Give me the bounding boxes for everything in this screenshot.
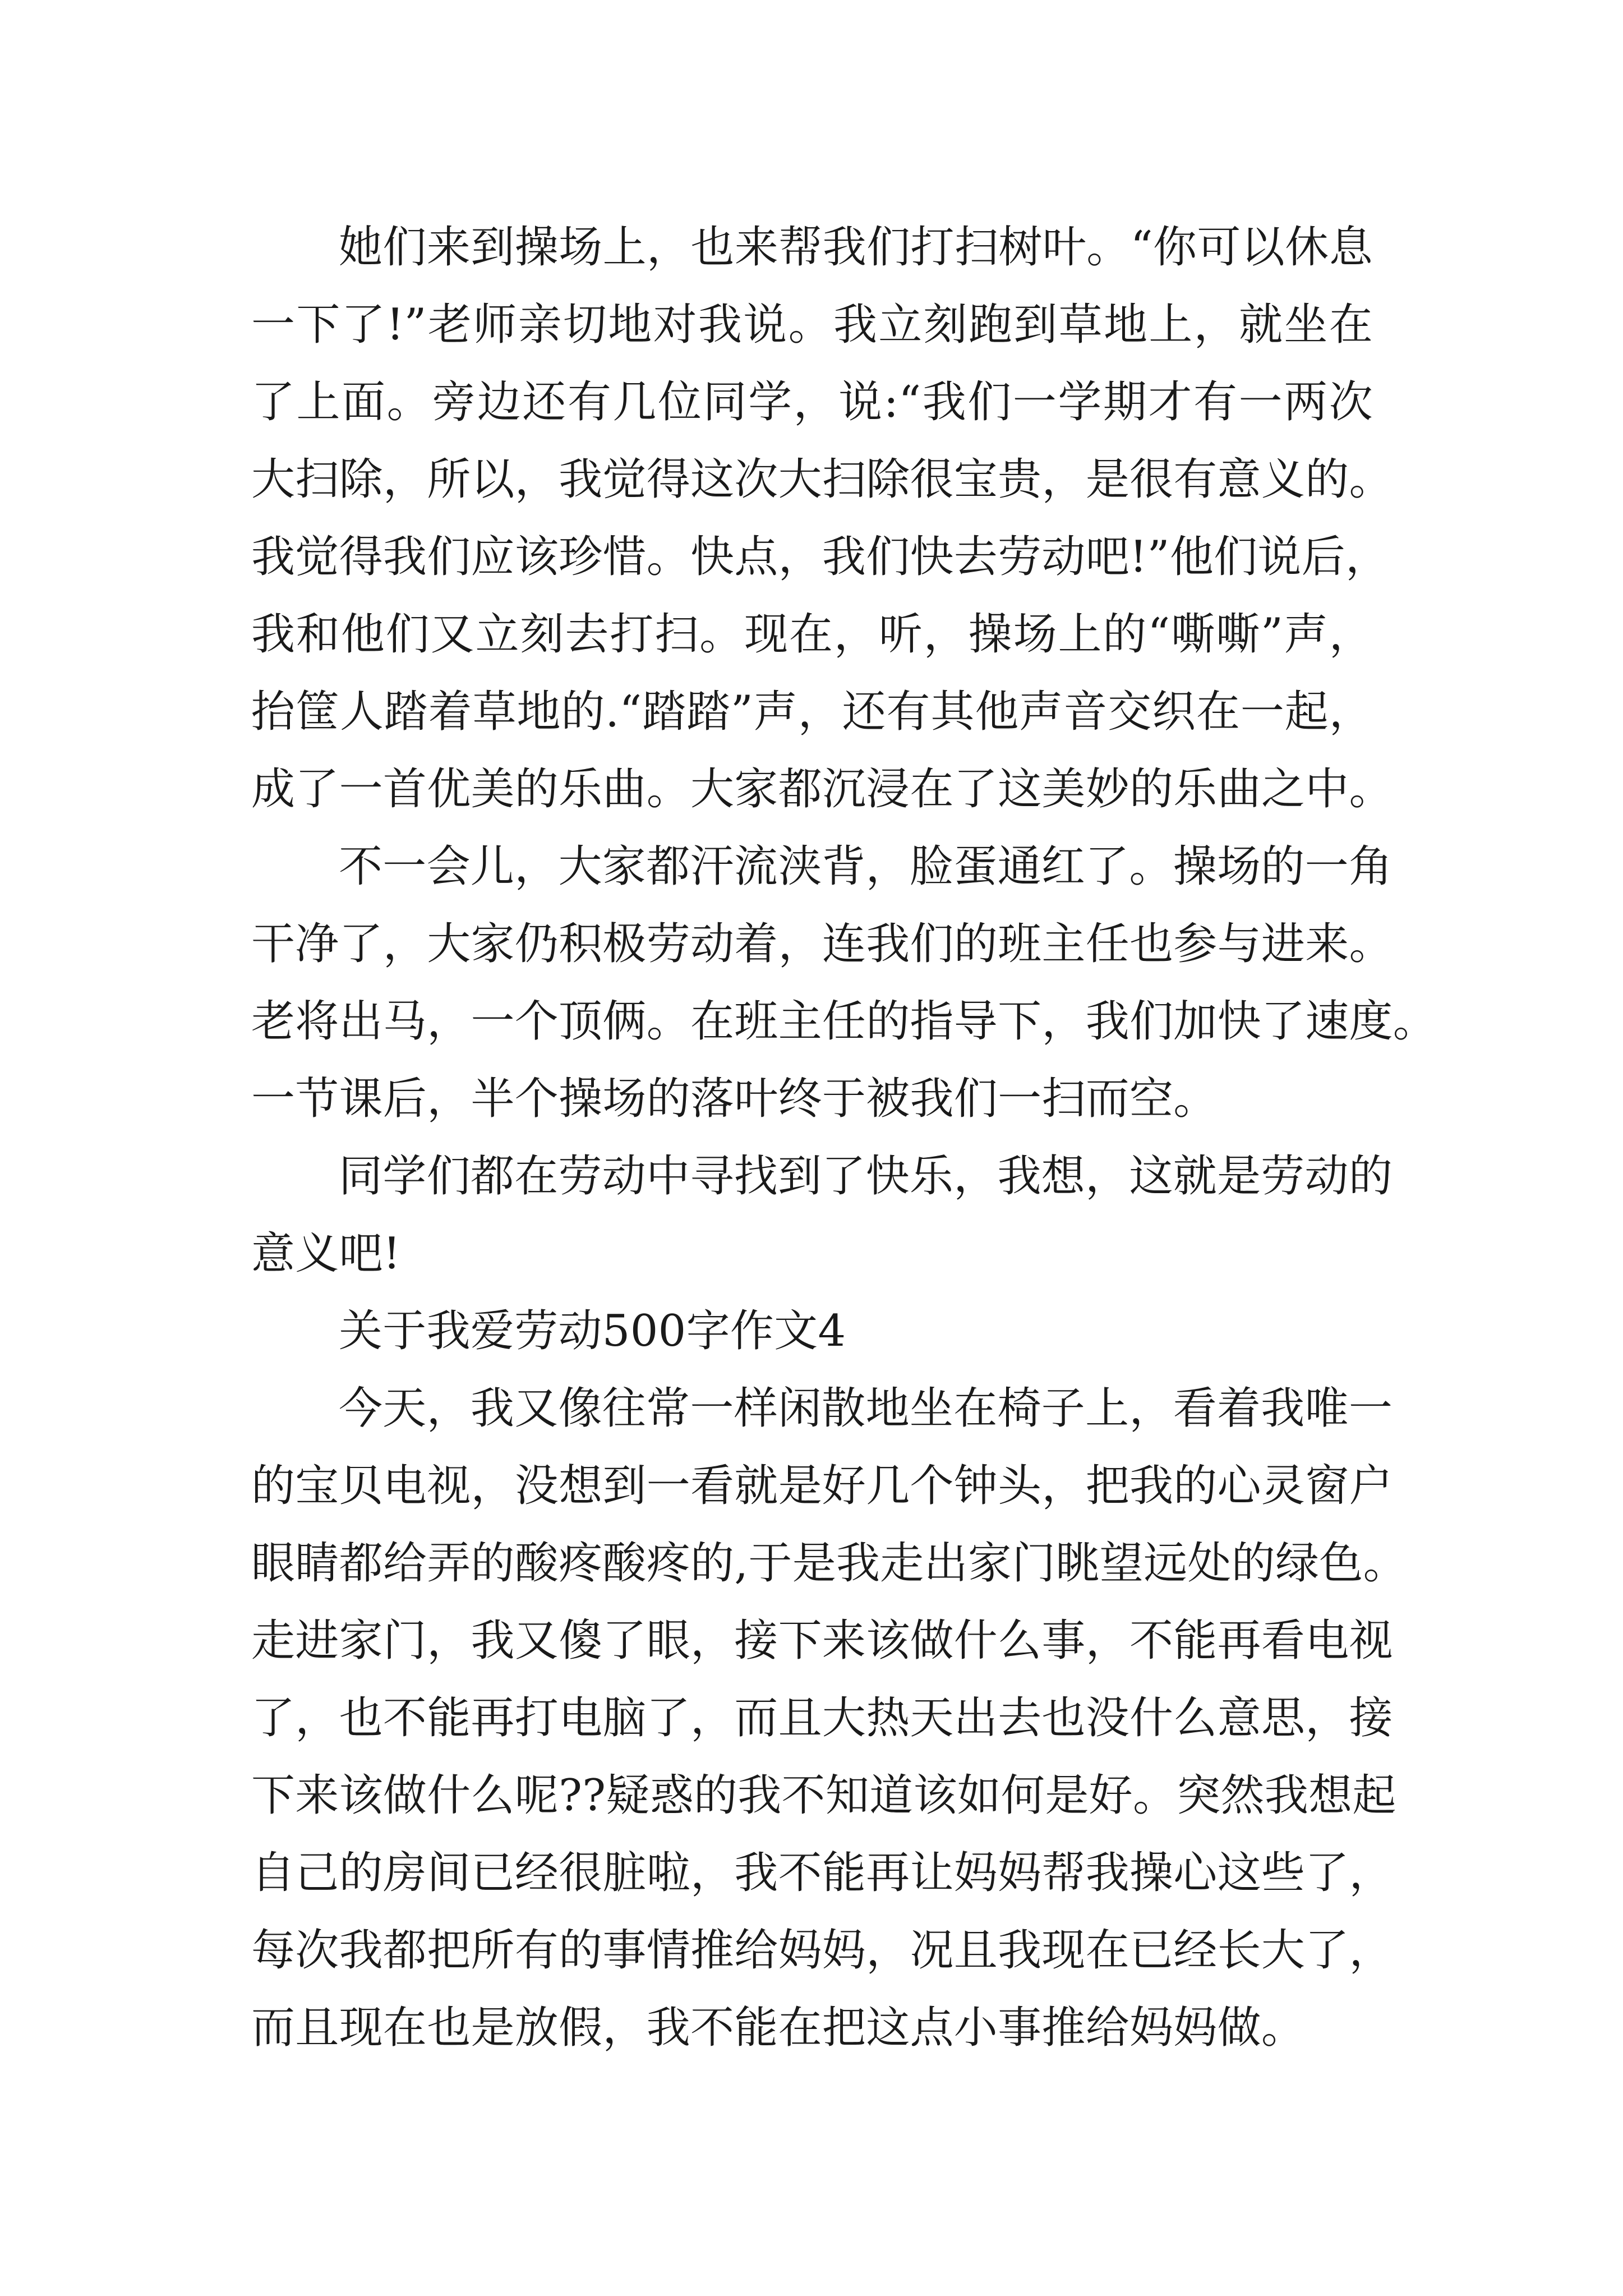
paragraph-line: 不一会儿，大家都汗流浃背，脸蛋通红了。操场的一角 — [339, 841, 1393, 892]
paragraph-line: 眼睛都给弄的酸疼酸疼的,于是我走出家门眺望远处的绿色。 — [251, 1538, 1407, 1589]
paragraph-line: 自己的房间已经很脏啦，我不能再让妈妈帮我操心这些了， — [251, 1848, 1393, 1898]
paragraph-line: 大扫除，所以，我觉得这次大扫除很宝贵，是很有意义的。 — [251, 454, 1393, 505]
section-heading: 关于我爱劳动500字作文4 — [339, 1306, 846, 1356]
paragraph-line: 下来该做什么呢??疑惑的我不知道该如何是好。突然我想起 — [251, 1770, 1396, 1821]
paragraph-line: 一下了!”老师亲切地对我说。我立刻跑到草地上，就坐在 — [251, 300, 1373, 350]
paragraph-line: 每次我都把所有的事情推给妈妈，况且我现在已经长大了， — [251, 1925, 1393, 1976]
paragraph-line: 而且现在也是放假，我不能在把这点小事推给妈妈做。 — [251, 2003, 1306, 2053]
paragraph-line: 她们来到操场上，也来帮我们打扫树叶。“你可以休息 — [339, 222, 1373, 273]
paragraph-line: 我觉得我们应该珍惜。快点，我们快去劳动吧!”他们说后， — [251, 532, 1390, 582]
paragraph-line: 我和他们又立刻去打扫。现在，听，操场上的“嘶嘶”声， — [251, 609, 1373, 660]
essay-body — [251, 209, 1437, 2067]
paragraph-line: 今天，我又像往常一样闲散地坐在椅子上，看着我唯一 — [339, 1383, 1393, 1434]
paragraph-line: 同学们都在劳动中寻找到了快乐，我想，这就是劳动的 — [339, 1151, 1393, 1202]
paragraph-line: 成了一首优美的乐曲。大家都沉浸在了这美妙的乐曲之中。 — [251, 764, 1393, 815]
paragraph-line: 干净了，大家仍积极劳动着，连我们的班主任也参与进来。 — [251, 919, 1393, 969]
paragraph-line: 的宝贝电视，没想到一看就是好几个钟头，把我的心灵窗户 — [251, 1461, 1393, 1511]
paragraph-line: 走进家门，我又傻了眼，接下来该做什么事，不能再看电视 — [251, 1616, 1393, 1666]
paragraph-line: 抬筐人踏着草地的.“踏踏”声，还有其他声音交织在一起， — [251, 687, 1373, 737]
paragraph-line: 一节课后，半个操场的落叶终于被我们一扫而空。 — [251, 1074, 1218, 1124]
paragraph-line: 了，也不能再打电脑了，而且大热天出去也没什么意思，接 — [251, 1693, 1393, 1743]
paragraph-line: 意义吧! — [251, 1228, 401, 1279]
paragraph-line: 了上面。旁边还有几位同学，说:“我们一学期才有一两次 — [251, 377, 1373, 427]
paragraph-line: 老将出马，一个顶俩。在班主任的指导下，我们加快了速度。 — [251, 996, 1437, 1047]
